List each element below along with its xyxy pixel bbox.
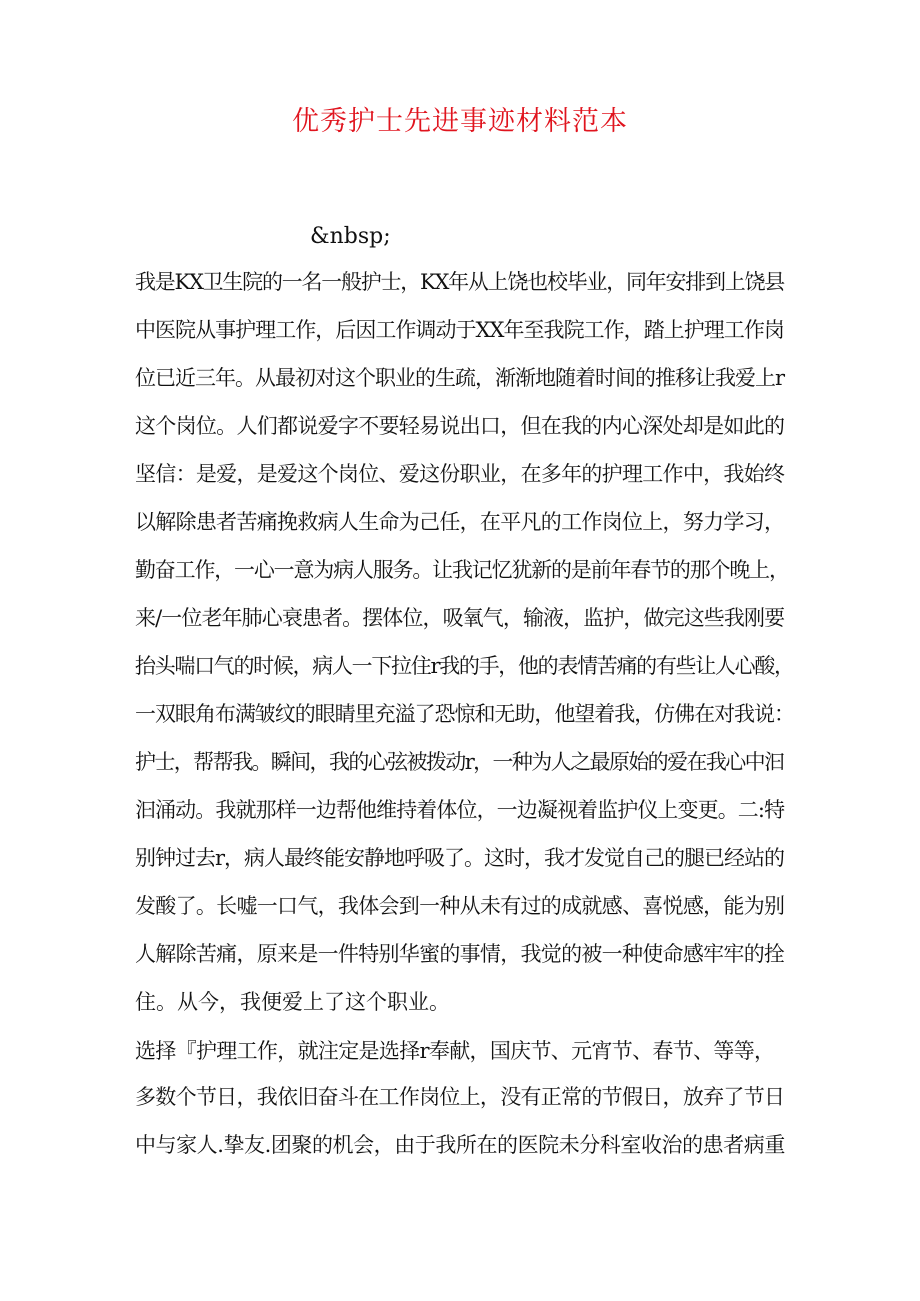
paragraph-1-line: 坚信：是爱，是爱这个岗位、爱这份职业，在多年的护理工作中，我始终 bbox=[135, 462, 785, 486]
paragraph-2-line: 中与家人.挚友.团聚的机会，由于我所在的医院未分科室收治的患者病重 bbox=[135, 1133, 785, 1157]
paragraph-2-line: 选择『护理工作，就注定是选择r奉献，国庆节、元宵节、春节、等等， bbox=[135, 1039, 775, 1063]
paragraph-1-line: 这个岗位。人们都说爱字不要轻易说出口，但在我的内心深处却是如此的 bbox=[135, 414, 785, 438]
paragraph-2-line: 多数个节日，我依旧奋斗在工作岗位上，没有正常的节假日，放弃了节日 bbox=[135, 1085, 785, 1109]
paragraph-1-line: 中医院从事护理工作，后因工作调动于XX年至我院工作，踏上护理工作岗 bbox=[135, 318, 784, 342]
paragraph-1-line: 人解除苦痛，原来是一件特别华蜜的事情，我觉的被一种使命感牢牢的拴 bbox=[135, 942, 785, 966]
paragraph-1-line: 位已近三年。从最初对这个职业的生疏，渐渐地随着时间的推移让我爱上r bbox=[135, 366, 785, 390]
paragraph-1-line: 抬头喘口气的时候，病人一下拉住r我的手，他的表情苦痛的有些让人心酸， bbox=[135, 654, 794, 678]
paragraph-1-line: 我是KX卫生院的一名一般护士，KX年从上饶也校毕业，同年安排到上饶县 bbox=[135, 270, 785, 294]
paragraph-1-line: 来/一位老年肺心衰患者。摆体位，吸氧气，输液，监护，做完这些我刚要 bbox=[135, 606, 785, 630]
paragraph-1-line: 汩涌动。我就那样一边帮他维持着体位，一边凝视着监护仪上变更。二:特 bbox=[135, 798, 785, 822]
paragraph-1-line: 以解除患者苦痛挽救病人生命为己任，在平凡的工作岗位上，努力学习， bbox=[135, 510, 785, 534]
paragraph-1-line: 别钟过去r，病人最终能安静地呼吸了。这时，我才发觉自己的腿已经站的 bbox=[135, 846, 785, 870]
paragraph-1-line: 勤奋工作，一心一意为病人服务。让我记忆犹新的是前年春节的那个晚上， bbox=[135, 558, 789, 582]
nbsp-artifact-text: &nbsp; bbox=[310, 224, 391, 249]
paragraph-1-line: 护士，帮帮我。瞬间，我的心弦被拨动r，一种为人之最原始的爱在我心中汩 bbox=[135, 750, 784, 774]
paragraph-1-line: 一双眼角布满皱纹的眼睛里充溢了恐惊和无助，他望着我，仿佛在对我说： bbox=[135, 702, 794, 726]
paragraph-1-line: 发酸了。长嘘一口气，我体会到一种从未有过的成就感、喜悦感，能为别 bbox=[135, 894, 785, 918]
document-title: 优秀护士先进事迹材料范本 bbox=[292, 106, 628, 137]
paragraph-1-line: 住。从今，我便爱上了这个职业。 bbox=[135, 990, 450, 1014]
